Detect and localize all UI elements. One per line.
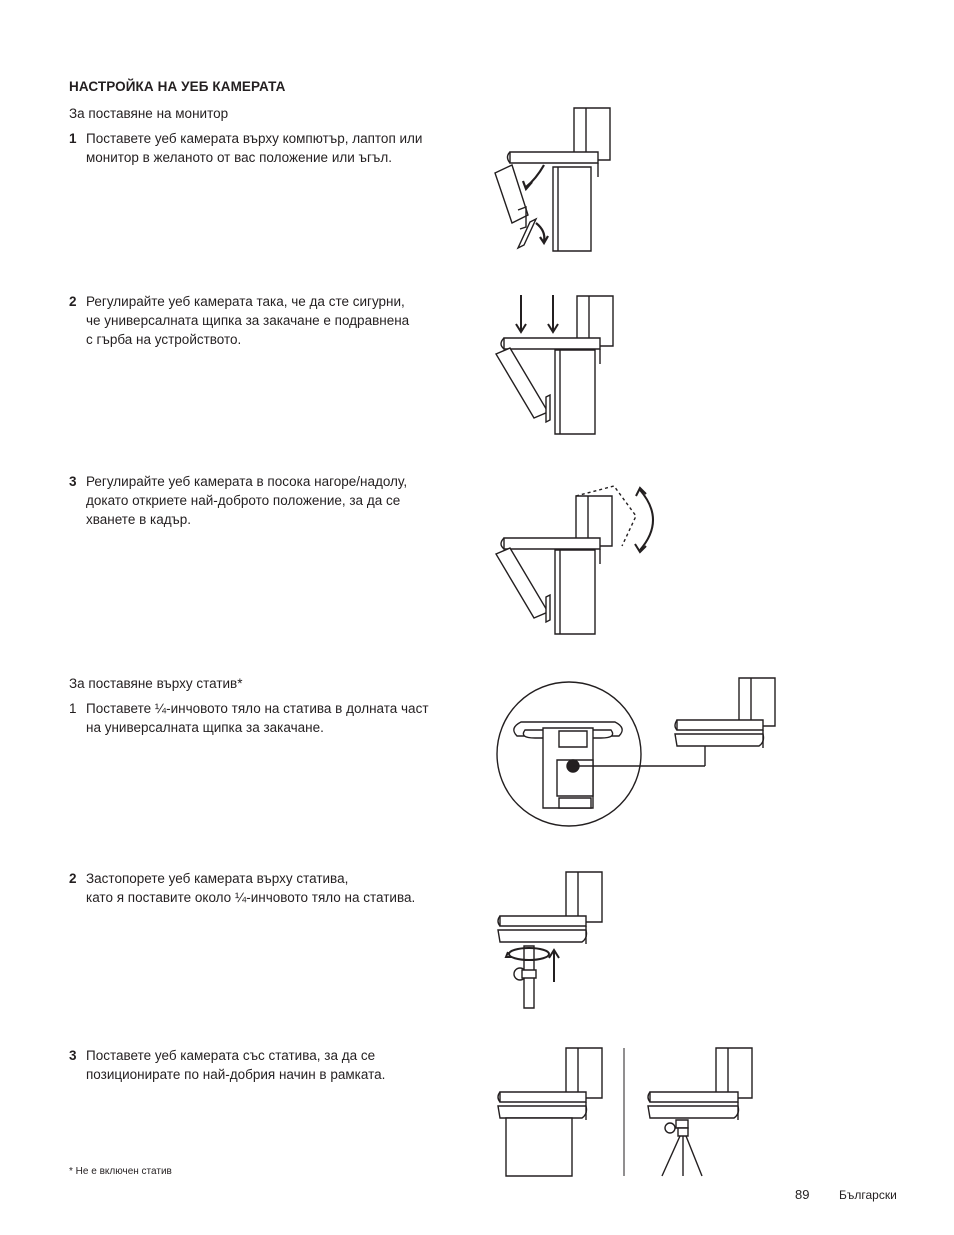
tripod-step-2 [69,869,459,907]
step-number: 3 [69,474,77,489]
step-text: Регулирайте уеб камерата така, че да сте сигурни, че универсалната щипка за закачане е подравнена с гърба на устройството. [86,294,410,347]
language-label: Български [839,1188,897,1202]
tripod-step-1 [69,699,459,737]
page-number: 89 [795,1187,810,1202]
webcam-lowered-onto-monitor-icon [490,292,630,437]
step-text: Поставете уеб камерата със статива, за да се позиционирате по най-добрия начин в рамката. [86,1048,386,1082]
step-text: Поставете уеб камерата върху компютър, лаптоп или монитор в желаното от вас положение или ъгъл. [86,131,423,165]
webcam-tilt-adjust-icon [490,482,670,637]
step-text: Поставете ¼-инчовото тяло на статива в долната част на универсалната щипка за закачане. [86,701,429,735]
webcam-clip-open-on-monitor-icon [490,105,630,255]
monitor-step-1 [69,129,459,167]
webcam-on-tripod-icon [494,1046,764,1178]
tripod-thread-closeup-icon [495,676,810,831]
step-number: 1 [69,701,77,716]
step-number: 3 [69,1048,77,1063]
page-title: НАСТРОЙКА НА УЕБ КАМЕРАТА [69,79,286,94]
tripod-step-3 [69,1046,459,1084]
webcam-screw-onto-tripod-icon [494,870,624,1010]
step-text: Регулирайте уеб камерата в посока нагоре/надолу, докато откриете най-доброто положение, за да се хванете в кадър. [86,474,408,527]
step-number: 2 [69,871,77,886]
tripod-section-subtitle: За поставяне върху статив* [69,676,243,691]
monitor-step-3 [69,472,459,529]
step-number: 1 [69,131,77,146]
step-text: Застопорете уеб камерата върху статива, като я поставите около ¼-инчовото тяло на статива. [86,871,416,905]
step-number: 2 [69,294,77,309]
monitor-section-subtitle: За поставяне на монитор [69,106,229,121]
monitor-step-2 [69,292,459,349]
footnote: * Не е включен статив [69,1166,172,1177]
